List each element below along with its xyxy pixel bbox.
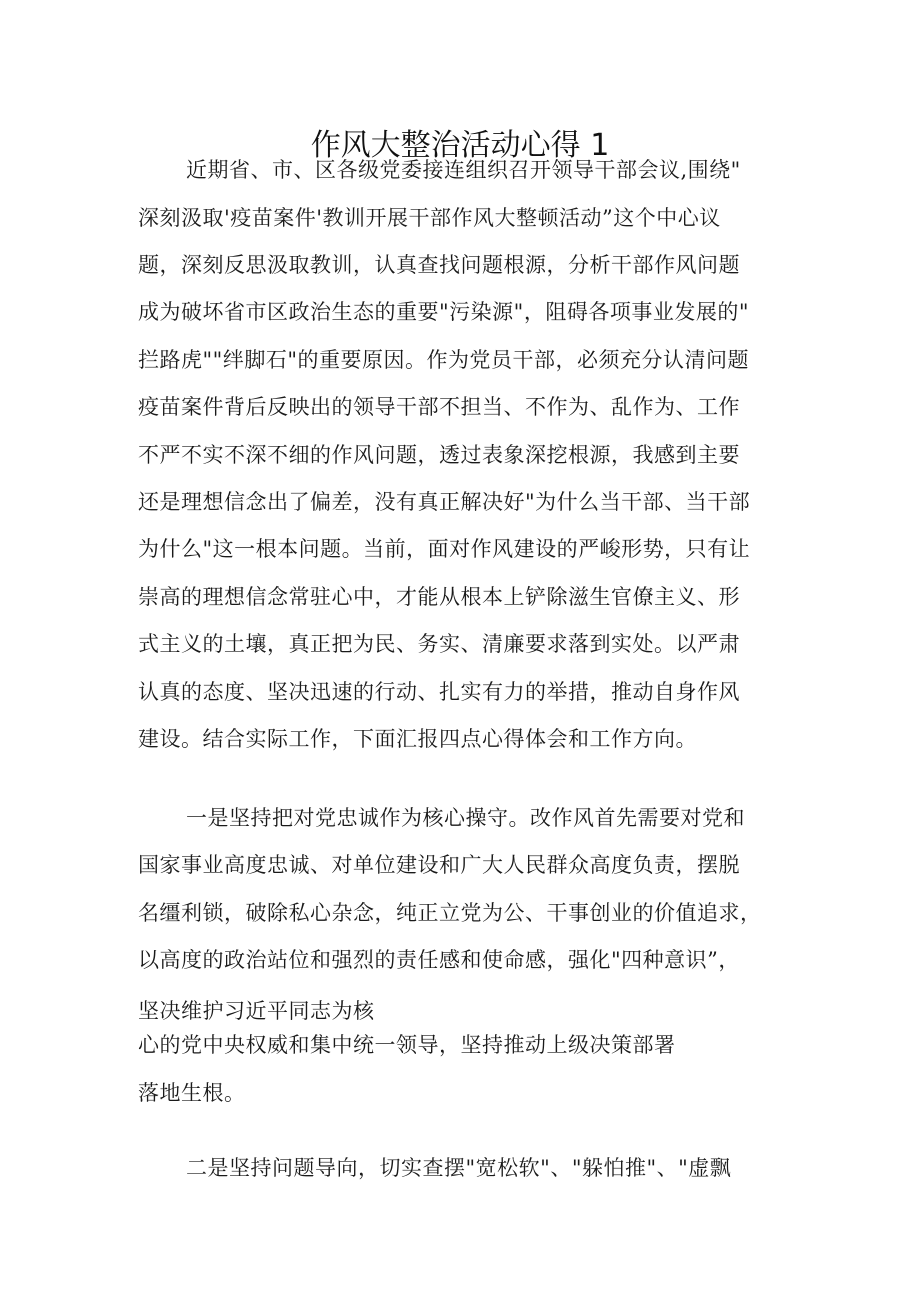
text-line: 以高度的政治站位和强烈的责任感和使命感，强化"四种意识”，	[138, 948, 740, 972]
text-line: 还是理想信念出了偏差，没有真正解决好"为什么当干部、当干部	[138, 490, 751, 514]
text-line: 题，深刻反思汲取教训，认真查找问题根源，分析干部作风问题	[138, 253, 740, 277]
text-line: 成为破坏省市区政治生态的重要"污染源"，阻碍各项事业发展的"	[138, 300, 749, 324]
text-line: 疫苗案件背后反映出的领导干部不担当、不作为、乱作为、工作	[138, 395, 740, 419]
text-line: 近期省、市、区各级党委接连组织召开领导干部会议,围绕"	[186, 158, 741, 182]
text-line: 拦路虎""绊脚石"的重要原因。作为党员干部，必须充分认清问题	[138, 348, 749, 372]
text-line: 建设。结合实际工作，下面汇报四点心得体会和工作方向。	[138, 727, 697, 751]
document-title: 作风大整治活动心得 1	[310, 128, 610, 163]
text-line: 心的党中央权威和集中统一领导，坚持推动上级决策部署	[138, 1033, 676, 1057]
text-line: 坚决维护习近平同志为核	[138, 999, 375, 1023]
text-line: 不严不实不深不细的作风问题，透过表象深挖根源，我感到主要	[138, 443, 740, 467]
text-line: 国家事业高度忠诚、对单位建设和广大人民群众高度负责，摆脱	[138, 853, 740, 877]
text-line: 深刻汲取'疫苗案件'教训开展干部作风大整顿活动”这个中心议	[138, 206, 721, 230]
text-line: 一是坚持把对党忠诚作为核心操守。改作风首先需要对党和	[186, 806, 745, 830]
text-line: 认真的态度、坚决迅速的行动、扎实有力的举措，推动自身作风	[138, 680, 740, 704]
text-line: 落地生根。	[138, 1081, 246, 1105]
text-line: 二是坚持问题导向，切实查摆"宽松软"、"躲怕推"、"虚飘	[186, 1156, 732, 1180]
text-line: 崇高的理想信念常驻心中，才能从根本上铲除滋生官僚主义、形	[138, 585, 740, 609]
text-line: 式主义的土壤，真正把为民、务实、清廉要求落到实处。以严肃	[138, 632, 740, 656]
text-line: 为什么"这一根本问题。当前，面对作风建设的严峻形势，只有让	[138, 537, 751, 561]
text-line: 名缰利锁，破除私心杂念，纯正立党为公、干事创业的价值追求，	[138, 901, 762, 925]
